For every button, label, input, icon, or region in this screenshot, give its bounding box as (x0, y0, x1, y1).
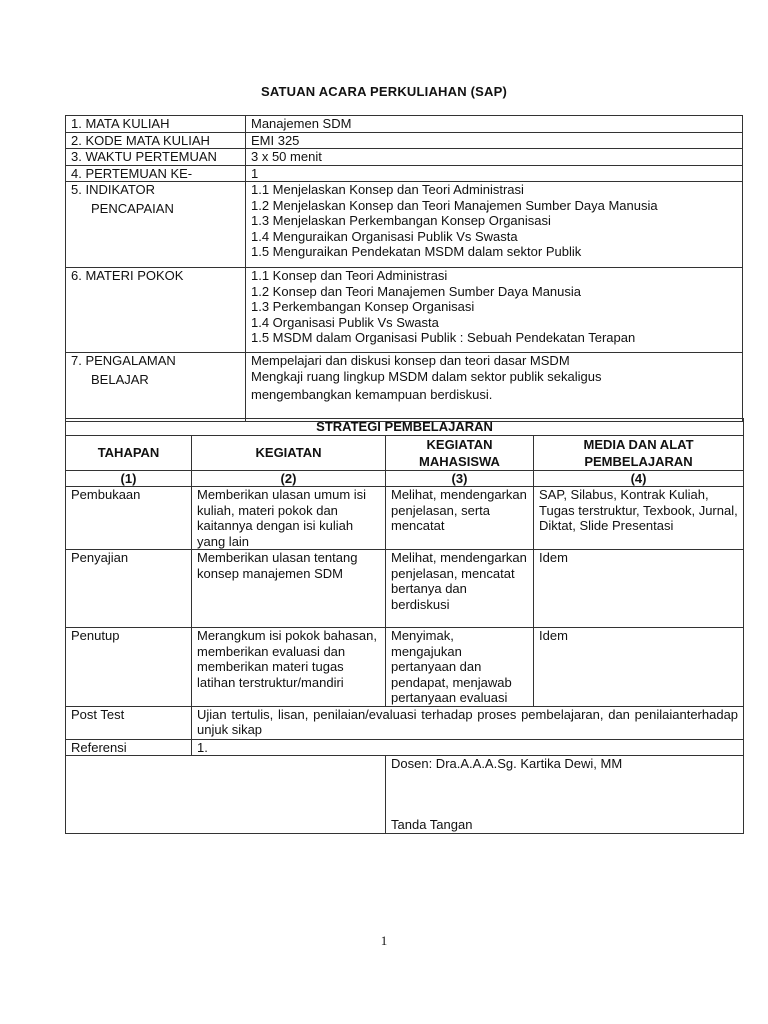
materi-item: 1.4 Organisasi Publik Vs Swasta (251, 314, 439, 330)
info-row-kode (66, 132, 743, 149)
referensi-value: 1. (192, 739, 744, 756)
kode-label: 2. KODE MATA KULIAH (66, 132, 246, 149)
materi-list (246, 268, 743, 353)
indikator-item: 1.1 Menjelaskan Konsep dan Teori Administrasi (251, 182, 524, 197)
pertemuan-value: 1 (246, 165, 743, 182)
header-kegiatan: KEGIATAN (192, 435, 386, 470)
pengalaman-item: mengembangkan kemampuan berdiskusi. (251, 387, 493, 402)
pengalaman-item: Mempelajari dan diskusi konsep dan teori dasar MSDM (251, 353, 570, 368)
indikator-label-cont: PENCAPAIAN (91, 200, 174, 216)
strategy-number-row (66, 470, 744, 487)
kegiatan-cell: Memberikan ulasan tentang konsep manajemen SDM (192, 550, 386, 628)
indikator-item: 1.3 Menjelaskan Perkembangan Konsep Organisasi (251, 213, 551, 228)
kegiatan-cell: Memberikan ulasan umum isi kuliah, materi pokok dan kaitannya dengan isi kuliah yang lain (192, 487, 386, 550)
dosen-name: Dosen: Dra.A.A.A.Sg. Kartika Dewi, MM (391, 756, 623, 771)
signature-cell (386, 756, 744, 834)
media-cell: Idem (534, 628, 744, 707)
mata-kuliah-label: 1. MATA KULIAH (66, 116, 246, 133)
materi-item: 1.2 Konsep dan Teori Manajemen Sumber Daya Manusia (251, 283, 582, 299)
referensi-label: Referensi (66, 739, 192, 756)
tahap-cell: Penutup (66, 628, 192, 707)
signature-label: Tanda Tangan (391, 816, 473, 832)
post-test-value: Ujian tertulis, lisan, penilaian/evaluasi terhadap proses pembelajaran, dan penilaianterhadap unjuk sikap (192, 706, 744, 739)
info-row-mata-kuliah (66, 116, 743, 133)
indikator-list (246, 182, 743, 268)
media-cell: SAP, Silabus, Kontrak Kuliah, Tugas terstruktur, Texbook, Jurnal, Diktat, Slide Presentasi (534, 487, 744, 550)
column-number: (2) (192, 470, 386, 487)
info-row-materi (66, 268, 743, 353)
pengalaman-item: Mengkaji ruang lingkup MSDM dalam sektor publik sekaligus (251, 368, 602, 384)
signature-row (66, 756, 744, 834)
strategy-title-row (66, 419, 744, 436)
info-row-pengalaman (66, 353, 743, 422)
kegiatan-cell: Merangkum isi pokok bahasan, memberikan evaluasi dan memberikan materi tugas latihan terstruktur/mandiri (192, 628, 386, 707)
page-number: 1 (380, 933, 388, 948)
header-kegiatan-mahasiswa: KEGIATAN MAHASISWA (386, 435, 534, 470)
materi-item: 1.1 Konsep dan Teori Administrasi (251, 268, 448, 283)
info-row-pertemuan (66, 165, 743, 182)
course-info-table (65, 115, 743, 422)
signature-blank-cell (66, 756, 386, 834)
indikator-label-cell (66, 182, 246, 268)
mahasiswa-cell: Melihat, mendengarkan penjelasan, serta mencatat (386, 487, 534, 550)
pengalaman-list (246, 353, 743, 422)
column-number: (1) (66, 470, 192, 487)
column-number: (4) (534, 470, 744, 487)
tahap-cell: Penyajian (66, 550, 192, 628)
header-media: MEDIA DAN ALAT PEMBELAJARAN (534, 435, 744, 470)
header-tahapan: TAHAPAN (66, 435, 192, 470)
indikator-item: 1.4 Menguraikan Organisasi Publik Vs Swasta (251, 228, 518, 244)
post-test-label: Post Test (66, 706, 192, 739)
pengalaman-label-cell (66, 353, 246, 422)
waktu-label: 3. WAKTU PERTEMUAN (66, 149, 246, 166)
indikator-item: 1.5 Menguraikan Pendekatan MSDM dalam sektor Publik (251, 244, 582, 259)
mata-kuliah-value: Manajemen SDM (246, 116, 743, 133)
pertemuan-label: 4. PERTEMUAN KE- (66, 165, 246, 182)
strategy-table (65, 418, 744, 834)
table-row (66, 550, 744, 628)
media-cell: Idem (534, 550, 744, 628)
materi-item: 1.5 MSDM dalam Organisasi Publik : Sebuah Pendekatan Terapan (251, 330, 636, 345)
materi-label: 6. MATERI POKOK (66, 268, 246, 353)
indikator-label: 5. INDIKATOR (71, 182, 156, 197)
table-row (66, 487, 744, 550)
pengalaman-label-cont: BELAJAR (91, 371, 149, 387)
referensi-row (66, 739, 744, 756)
pengalaman-label: 7. PENGALAMAN (71, 353, 176, 368)
tahap-cell: Pembukaan (66, 487, 192, 550)
table-row (66, 628, 744, 707)
indikator-item: 1.2 Menjelaskan Konsep dan Teori Manajemen Sumber Daya Manusia (251, 197, 658, 213)
post-test-row (66, 706, 744, 739)
info-row-waktu (66, 149, 743, 166)
mahasiswa-cell: Menyimak, mengajukan pertanyaan dan pendapat, menjawab pertanyaan evaluasi (386, 628, 534, 707)
strategy-title: STRATEGI PEMBELAJARAN (66, 419, 744, 436)
column-number: (3) (386, 470, 534, 487)
mahasiswa-cell: Melihat, mendengarkan penjelasan, mencatat bertanya dan berdiskusi (386, 550, 534, 628)
page-title: SATUAN ACARA PERKULIAHAN (SAP) (260, 84, 507, 99)
materi-item: 1.3 Perkembangan Konsep Organisasi (251, 299, 475, 314)
kode-value: EMI 325 (246, 132, 743, 149)
strategy-header-row (66, 435, 744, 470)
info-row-indikator (66, 182, 743, 268)
waktu-value: 3 x 50 menit (246, 149, 743, 166)
